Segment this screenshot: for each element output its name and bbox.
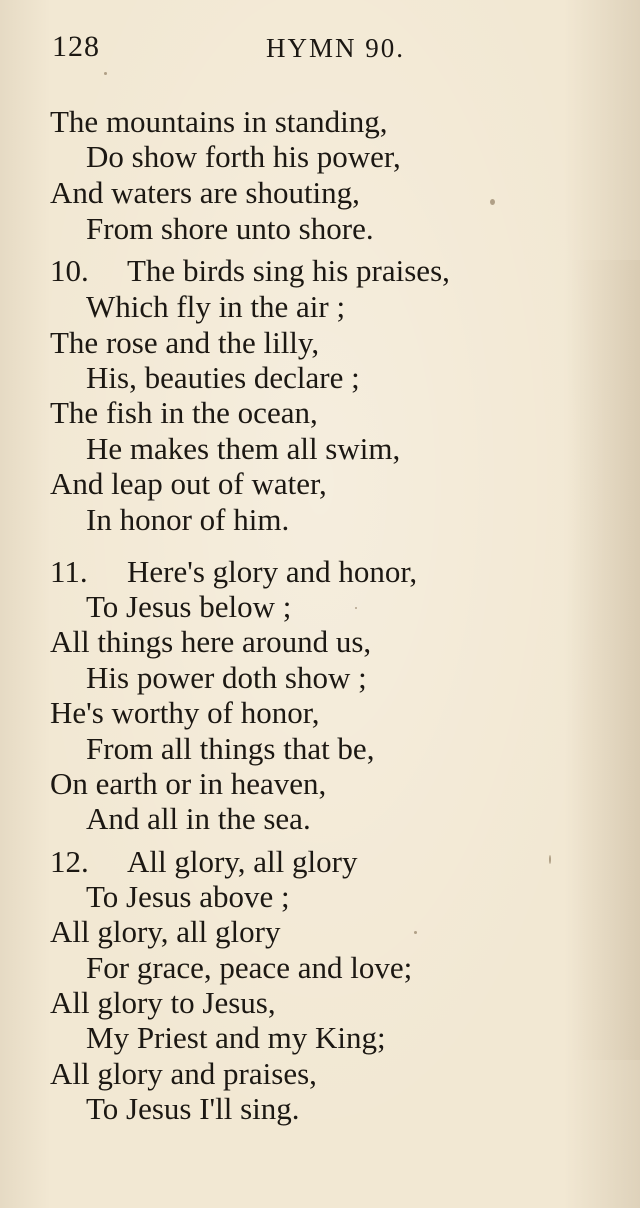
stanza-number: 11. — [50, 554, 88, 589]
verse-line: His power doth show ; — [86, 660, 367, 695]
verse-line: The mountains in standing, — [50, 104, 388, 139]
verse-line: From all things that be, — [86, 731, 375, 766]
stanza-first-line — [50, 255, 450, 286]
stanza-number: 10. — [50, 253, 89, 288]
verse-line: Here's glory and honor, — [127, 554, 418, 589]
verse-line: From shore unto shore. — [86, 211, 374, 246]
verse-line: Which fly in the air ; — [86, 289, 346, 324]
verse-line: The fish in the ocean, — [50, 395, 318, 430]
verse-line: My Priest and my King; — [86, 1020, 386, 1055]
verse-line: All glory, all glory — [50, 914, 281, 949]
paper-speck — [549, 855, 551, 864]
verse-line: To Jesus I'll sing. — [86, 1091, 300, 1126]
verse-line: And waters are shouting, — [50, 175, 360, 210]
verse-line: All glory and praises, — [50, 1056, 317, 1091]
verse-line: Do show forth his power, — [86, 139, 401, 174]
paper-speck — [414, 931, 417, 934]
verse-line: For grace, peace and love; — [86, 950, 413, 985]
verse-line: The birds sing his praises, — [127, 253, 450, 288]
verse-line: To Jesus below ; — [86, 589, 292, 624]
running-head: HYMN 90. — [266, 33, 406, 63]
paper-speck — [104, 72, 107, 75]
verse-line: To Jesus above ; — [86, 879, 290, 914]
stanza-number: 12. — [50, 844, 89, 879]
verse-line: On earth or in heaven, — [50, 766, 327, 801]
page-bleed-through — [570, 260, 640, 1060]
verse-line: And leap out of water, — [50, 466, 327, 501]
verse-line: He's worthy of honor, — [50, 695, 320, 730]
verse-line: All glory to Jesus, — [50, 985, 276, 1020]
page-header — [48, 30, 428, 70]
verse-line: And all in the sea. — [86, 801, 311, 836]
verse-line: His, beauties declare ; — [86, 360, 360, 395]
verse-line: He makes them all swim, — [86, 431, 401, 466]
verse-line: The rose and the lilly, — [50, 325, 320, 360]
paper-speck — [490, 199, 495, 205]
verse-line: All things here around us, — [50, 624, 372, 659]
verse-line: All glory, all glory — [127, 844, 358, 879]
page-number: 128 — [52, 30, 100, 63]
stanza-first-line — [50, 846, 357, 877]
paper-speck — [355, 607, 357, 609]
stanza-first-line — [50, 556, 417, 587]
verse-line: In honor of him. — [86, 502, 290, 537]
